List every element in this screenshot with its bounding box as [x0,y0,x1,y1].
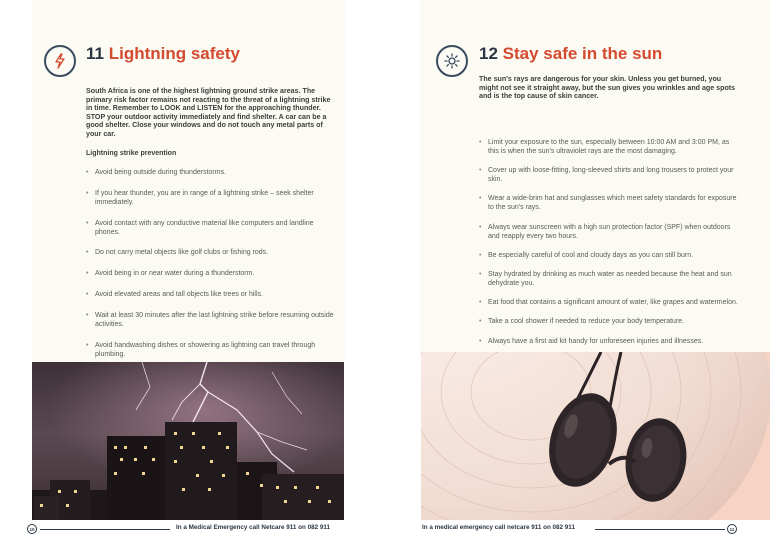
subheading: Lightning strike prevention [86,150,177,157]
list-item: • Stay hydrated by drinking as much water as needed because the heat and sun dehydrate you. [479,270,741,288]
intro-paragraph: The sun's rays are dangerous for your skin. Unless you get burned, you might not see it straight away, but the sun gives you wrinkles and age spots and is the top cause of skin cancer. [479,75,736,101]
footer-text: In a Medical Emergency call Netcare 911 on 082 911 [176,524,331,531]
bullet-list [479,138,741,356]
list-item: • Avoid contact with any conductive material like computers and landline phones. [86,219,336,237]
footer-rule [40,529,170,530]
page-title [479,44,662,64]
intro-paragraph: South Africa is one of the highest lightning ground strike areas. The primary risk factor remains not reacting to the threat of a lightning strike in time. Remember to LOOK and LISTEN for the approaching thunder. STOP your outdoor activity immediately and find shelter. A car can be a good shelter. Close your windows and do not touch any metal parts of your car. [86,87,331,138]
list-item: • Avoid being in or near water during a thunderstorm. [86,269,336,278]
footer-text: In a medical emergency call netcare 911 on 082 911 [422,524,575,531]
page-number-badge: 10 [27,524,37,534]
sun-hat-photo [421,352,770,520]
lightning-photo [32,362,344,520]
lightning-icon [44,45,76,77]
list-item: • Always have a first aid kit handy for unforeseen injuries and illnesses. [479,337,741,346]
page-number-badge: 11 [727,524,737,534]
list-item: • If you hear thunder, you are in range of a lightning strike – seek shelter immediately. [86,189,336,207]
list-item: • Do not carry metal objects like golf clubs or fishing rods. [86,248,336,257]
footer-rule [595,529,725,530]
section-title: Stay safe in the sun [502,44,663,63]
list-item: • Always wear sunscreen with a high sun protection factor (SPF) when outdoors and reapply every two hours. [479,223,741,241]
sun-icon [436,45,468,77]
list-item: • Wear a wide-brim hat and sunglasses which meet safety standards for exposure to the sun's rays. [479,194,741,212]
section-number: 12 [479,44,498,63]
section-number: 11 [86,44,104,63]
list-item: • Be especially careful of cool and cloudy days as you can still burn. [479,251,741,260]
section-title: Lightning safety [108,44,240,63]
list-item: • Limit your exposure to the sun, especially between 10:00 AM and 3:00 PM, as this is when the sun's ultraviolet rays are the most damaging. [479,138,741,156]
list-item: • Take a cool shower if needed to reduce your body temperature. [479,317,741,326]
list-item: • Eat food that contains a significant amount of water, like grapes and watermelon. [479,298,741,307]
list-item: • Avoid handwashing dishes or showering as lightning can travel through plumbing. [86,341,336,359]
list-item: • Wait at least 30 minutes after the last lightning strike before resuming outside activities. [86,311,336,329]
list-item: • Avoid being outside during thunderstorms. [86,168,336,177]
page-title [86,44,240,64]
list-item: • Avoid elevated areas and tall objects like trees or hills. [86,290,336,299]
list-item: • Cover up with loose-fitting, long-sleeved shirts and long trousers to protect your skin. [479,166,741,184]
bullet-list [86,168,336,370]
